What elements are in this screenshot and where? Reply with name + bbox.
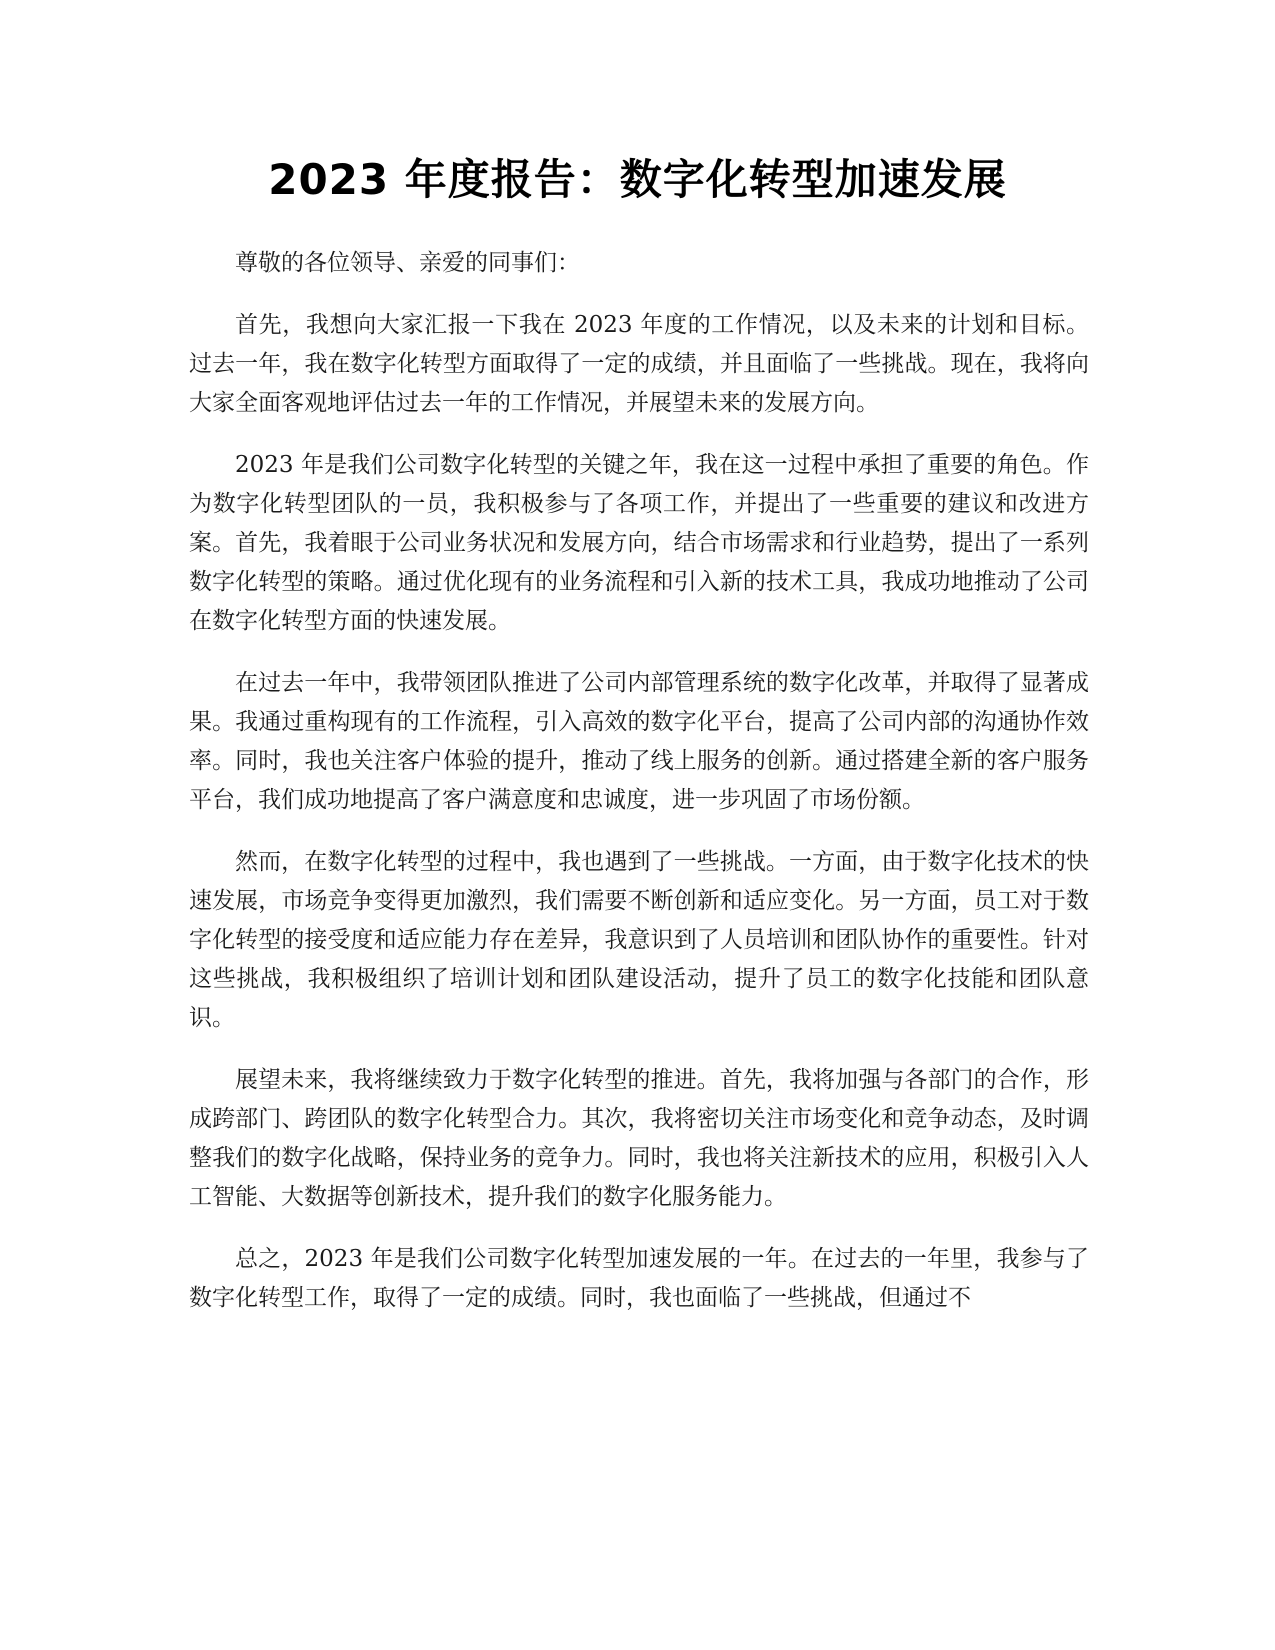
body-paragraph: 总之，2023 年是我们公司数字化转型加速发展的一年。在过去的一年里，我参与了数字化转型工作，取得了一定的成绩。同时，我也面临了一些挑战，但通过不 [189, 1246, 1089, 1311]
body-paragraph: 展望未来，我将继续致力于数字化转型的推进。首先，我将加强与各部门的合作，形成跨部门、跨团队的数字化转型合力。其次，我将密切关注市场变化和竞争动态，及时调整我们的数字化战略，保持业务的竞争力。同时，我也将关注新技术的应用，积极引入人工智能、大数据等创新技术，提升我们的数字化服务能力。 [189, 1067, 1089, 1210]
greeting-paragraph: 尊敬的各位领导、亲爱的同事们： [235, 250, 580, 276]
document-body [189, 244, 1089, 1341]
body-paragraph: 首先，我想向大家汇报一下我在 2023 年度的工作情况，以及未来的计划和目标。过去一年，我在数字化转型方面取得了一定的成绩，并且面临了一些挑战。现在，我将向大家全面客观地评估过去一年的工作情况，并展望未来的发展方向。 [189, 312, 1089, 416]
body-paragraph: 在过去一年中，我带领团队推进了公司内部管理系统的数字化改革，并取得了显著成果。我通过重构现有的工作流程，引入高效的数字化平台，提高了公司内部的沟通协作效率。同时，我也关注客户体验的提升，推动了线上服务的创新。通过搭建全新的客户服务平台，我们成功地提高了客户满意度和忠诚度，进一步巩固了市场份额。 [189, 670, 1089, 813]
body-paragraph: 然而，在数字化转型的过程中，我也遇到了一些挑战。一方面，由于数字化技术的快速发展，市场竞争变得更加激烈，我们需要不断创新和适应变化。另一方面，员工对于数字化转型的接受度和适应能力存在差异，我意识到了人员培训和团队协作的重要性。针对这些挑战，我积极组织了培训计划和团队建设活动，提升了员工的数字化技能和团队意识。 [189, 849, 1089, 1031]
document-title: 2023 年度报告：数字化转型加速发展 [268, 155, 1007, 204]
body-paragraph: 2023 年是我们公司数字化转型的关键之年，我在这一过程中承担了重要的角色。作为数字化转型团队的一员，我积极参与了各项工作，并提出了一些重要的建议和改进方案。首先，我着眼于公司业务状况和发展方向，结合市场需求和行业趋势，提出了一系列数字化转型的策略。通过优化现有的业务流程和引入新的技术工具，我成功地推动了公司在数字化转型方面的快速发展。 [189, 452, 1089, 634]
